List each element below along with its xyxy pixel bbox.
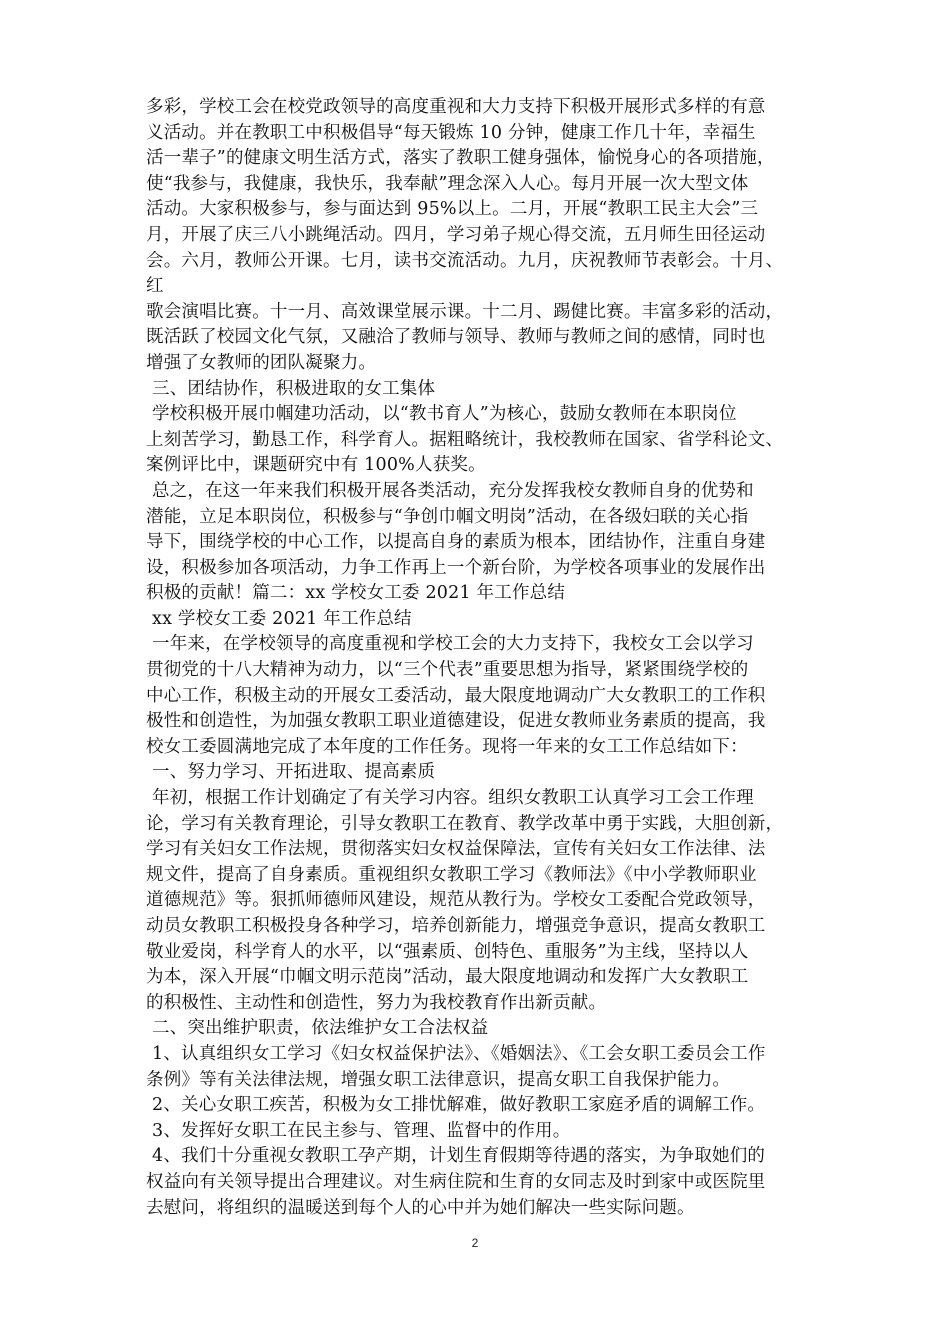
section-heading: 一、努力学习、开拓进取、提高素质 [152,762,436,783]
text-line: 案例评比中，课题研究中有 100%人获奖。 [146,455,486,476]
text-line: 贯彻党的十八大精神为动力，以“三个代表”重要思想为指导，紧紧围绕学校的 [146,660,749,681]
section-heading: 三、团结协作，积极进取的女工集体 [152,378,436,399]
text-line: 增强了女教师的团队凝聚力。 [146,352,377,373]
text-line: 积极的贡献！篇二：xx 学校女工委 2021 年工作总结 [146,583,566,604]
text-line: 去慰问，将组织的温暖送到每个人的心中并为她们解决一些实际问题。 [146,1197,695,1218]
text-line: 学习有关妇女工作法规，贯彻落实妇女权益保障法，宣传有关妇女工作法律、法 [146,839,766,860]
section-heading: 二、突出维护职责，依法维护女工合法权益 [152,1018,489,1039]
text-line: 既活跃了校园文化气氛，又融洽了教师与领导、教师与教师之间的感情，同时也 [146,327,766,348]
text-line: 论，学习有关教育理论，引导女教职工在教育、教学改革中勇于实践，大胆创新， [146,813,784,834]
text-line: 校女工委圆满地完成了本年度的工作任务。现将一年来的女工工作总结如下： [146,736,748,757]
text-line: 为本，深入开展“巾帼文明示范岗”活动，最大限度地调动和发挥广大女教职工 [146,967,749,988]
text-line: 设，积极参加各项活动，力争工作再上一个新台阶，为学校各项事业的发展作出 [146,557,766,578]
text-line: 活一辈子”的健康文明生活方式，落实了教职工健身强体，愉悦身心的各项措施， [146,148,775,169]
text-line: 活动。大家积极参与，参与面达到 95%以上。二月，开展“教职工民主大会”三 [146,199,759,220]
text-line: 使“我参与，我健康，我快乐，我奉献”理念深入人心。每月开展一次大型文体 [146,173,749,194]
text-line: 规文件，提高了自身素质。重视组织女教职工学习《教师法》《中小学教师职业 [146,864,757,885]
text-line: 歌会演唱比赛。十一月、高效课堂展示课。十二月、踢健比赛。丰富多彩的活动， [146,301,784,322]
text-line: 权益向有关领导提出合理建议。对生病住院和生育的女同志及时到家中或医院里 [146,1171,766,1192]
text-line: 的积极性、主动性和创造性，努力为我校教育作出新贡献。 [146,992,607,1013]
list-item: 4、我们十分重视女教职工孕产期，计划生育假期等待遇的落实，为争取她们的 [152,1146,766,1167]
text-line: 极性和创造性，为加强女教职工职业道德建设，促进女教师业务素质的提高，我 [146,711,766,732]
list-item: 1、认真组织女工学习《妇女权益保护法》、《婚姻法》、《工会女职工委员会工作 [152,1043,766,1064]
text-line: 潜能，立足本职岗位，积极参与“争创巾帼文明岗”活动，在各级妇联的关心指 [146,506,749,527]
text-line: 敬业爱岗，科学育人的水平，以“强素质、创特色、重服务”为主线，坚持以人 [146,941,749,962]
text-line: 红 [146,276,164,297]
text-line: 年初，根据工作计划确定了有关学习内容。组织女教职工认真学习工会工作理 [152,788,754,809]
text-line: 多彩，学校工会在校党政领导的高度重视和大力支持下积极开展形式多样的有意 [146,97,766,117]
text-line: 中心工作，积极主动的开展女工委活动，最大限度地调动广大女教职工的工作积 [146,685,766,706]
text-line: 月，开展了庆三八小跳绳活动。四月，学习弟子规心得交流，五月师生田径运动 [146,224,766,245]
text-line: 上刻苦学习，勤恳工作，科学育人。据粗略统计，我校教师在国家、省学科论文、 [146,429,784,450]
list-item: 3、发挥好女职工在民主参与、管理、监督中的作用。 [152,1120,571,1141]
list-item: 2、关心女职工疾苦，积极为女工排忧解难，做好教职工家庭矛盾的调解工作。 [152,1095,766,1116]
text-line: 总之，在这一年来我们积极开展各类活动，充分发挥我校女教师自身的优势和 [152,480,754,501]
text-line: 道德规范》等。狠抓师德师风建设，规范从教行为。学校女工委配合党政领导， [146,890,766,911]
text-line: 学校积极开展巾帼建功活动，以“教书育人”为核心，鼓励女教师在本职岗位 [152,404,737,425]
text-line: 条例》等有关法律法规，增强女职工法律意识，提高女职工自我保护能力。 [146,1069,731,1090]
document-title: xx 学校女工委 2021 年工作总结 [152,608,412,629]
text-line: 动员女教职工积极投身各种学习，培养创新能力，增强竞争意识，提高女教职工 [146,916,766,936]
text-line: 一年来，在学校领导的高度重视和学校工会的大力支持下，我校女工会以学习 [152,634,754,655]
text-line: 义活动。并在教职工中积极倡导“每天锻炼 10 分钟，健康工作几十年，幸福生 [146,122,756,143]
text-line: 导下，围绕学校的中心工作，以提高自身的素质为根本，团结协作，注重自身建 [146,532,766,553]
page-number: 2 [471,1236,479,1250]
document-body [146,95,810,1221]
text-line: 会。六月，教师公开课。七月，读书交流活动。九月，庆祝教师节表彰会。十月、 [146,250,784,271]
